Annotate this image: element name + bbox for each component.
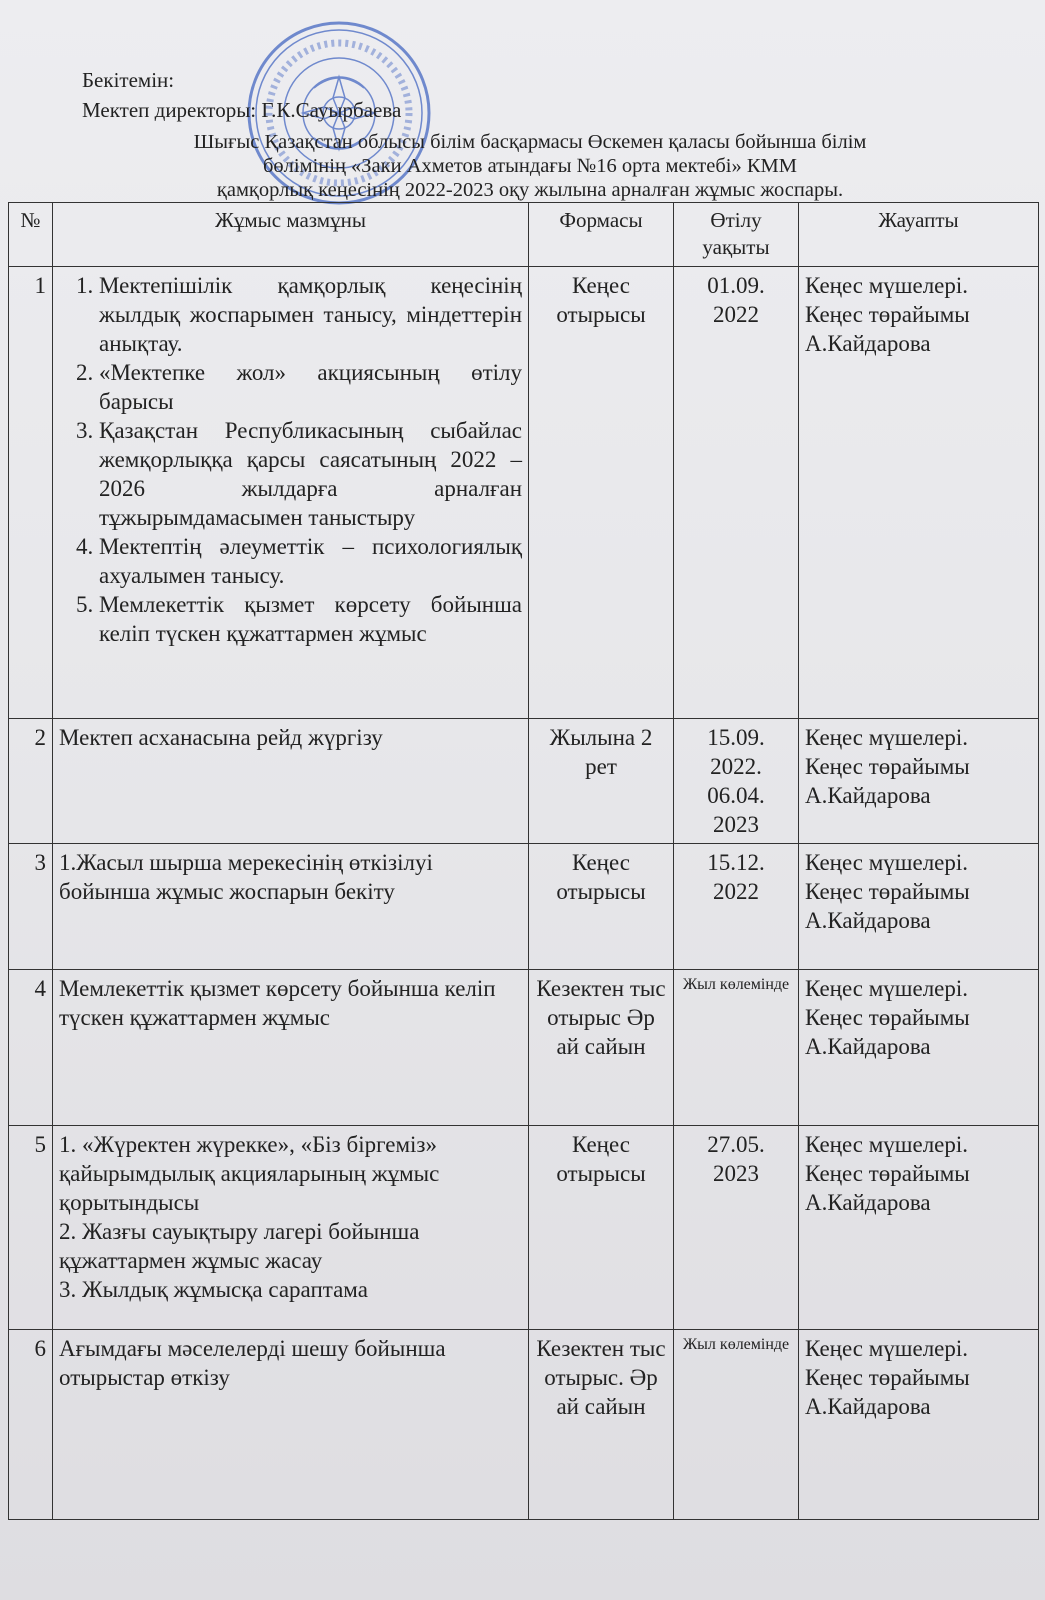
content-item: 4. Мектептің әлеуметтік – психологиялық ахуалымен танысу. [99, 532, 522, 590]
row-date [674, 719, 799, 844]
content-item: 5. Мемлекеттік қызмет көрсету бойынша келіп түскен құжаттармен жұмыс [99, 590, 522, 648]
approval-block [82, 65, 401, 125]
date-line: 15.12. [707, 850, 765, 875]
header-content: Жұмыс мазмұны [53, 203, 529, 267]
responsible-line: Кеңес мүшелері. [805, 725, 969, 750]
document-title [70, 130, 990, 202]
table-row [9, 267, 1039, 719]
row-responsible [799, 844, 1039, 970]
row-responsible [799, 719, 1039, 844]
title-line-3: қамқорлық кеңесінің 2022-2023 оқу жылына арналған жұмыс жоспары. [216, 179, 844, 201]
responsible-line: А.Кайдарова [805, 1190, 931, 1215]
content-item: 3. Қазақстан Республикасының сыбайлас жемқорлыққа қарсы саясатының 2022 – 2026 жылдарға арналған тұжырымдамасымен таныстыру [99, 416, 522, 532]
date-line: Жыл көлемінде [682, 1336, 790, 1353]
responsible-line: Кеңес мүшелері. [805, 1336, 969, 1361]
row-date [674, 267, 799, 719]
row-number: 3 [9, 844, 53, 970]
table-row [9, 844, 1039, 970]
row-form: Кеңес отырысы [529, 844, 674, 970]
responsible-line: Кеңес мүшелері. [805, 976, 969, 1001]
row-form: Кеңес отырысы [529, 1126, 674, 1330]
date-line: 06.04. [707, 783, 765, 808]
content-item: 1. Мектепішілік қамқорлық кеңесінің жылдық жоспарымен танысу, міндеттерін анықтау. [99, 271, 522, 358]
row-responsible [799, 1330, 1039, 1520]
row-responsible [799, 267, 1039, 719]
table-row [9, 719, 1039, 844]
responsible-line: А.Кайдарова [805, 331, 931, 356]
header-form: Формасы [529, 203, 674, 267]
responsible-line: Кеңес мүшелері. [805, 850, 969, 875]
content-line: Мемлекеттік қызмет көрсету бойынша келіп түскен құжаттармен жұмыс [59, 976, 496, 1030]
content-line: 1. «Жүректен жүрекке», «Біз біргеміз» қайырымдылық акцияларының жұмыс қорытындысы [59, 1132, 440, 1215]
date-line: Жыл көлемінде [682, 976, 790, 993]
row-date [674, 1330, 799, 1520]
responsible-line: А.Кайдарова [805, 1394, 931, 1419]
row-date [674, 844, 799, 970]
date-line: 01.09. [707, 273, 765, 298]
row-form: Жылына 2 рет [529, 719, 674, 844]
table-row [9, 1126, 1039, 1330]
row-number: 4 [9, 970, 53, 1126]
date-line: 27.05. [707, 1132, 765, 1157]
content-line: Ағымдағы мәселелерді шешу бойынша отырыстар өткізу [59, 1336, 446, 1390]
responsible-line: А.Кайдарова [805, 908, 931, 933]
content-line: 2. Жазғы сауықтыру лагері бойынша құжаттармен жұмыс жасау [59, 1219, 420, 1273]
content-line: Мектеп асханасына рейд жүргізу [59, 725, 383, 750]
row-number: 1 [9, 267, 53, 719]
header-date: Өтілу уақыты [674, 203, 799, 267]
content-item: 2. «Мектепке жол» акциясының өтілу барысы [99, 358, 522, 416]
responsible-line: Кеңес төрайымы [805, 1161, 970, 1186]
row-responsible [799, 970, 1039, 1126]
row-number: 6 [9, 1330, 53, 1520]
responsible-line: Кеңес төрайымы [805, 879, 970, 904]
row-content [53, 1330, 529, 1520]
title-line-2: бөлімінің «Заки Ахметов атындағы №16 орта мектебі» КММ [263, 155, 797, 177]
row-responsible [799, 1126, 1039, 1330]
row-number: 2 [9, 719, 53, 844]
content-line: 1.Жасыл шырша мерекесінің өткізілуі бойынша жұмыс жоспарын бекіту [59, 850, 433, 904]
row-content [53, 970, 529, 1126]
responsible-line: Кеңес төрайымы [805, 754, 970, 779]
date-line: 15.09. [707, 725, 765, 750]
director-signature-line: Мектеп директоры: Г.К.Сауырбаева [82, 98, 402, 122]
date-line: 2022. [710, 754, 762, 779]
row-content [53, 1126, 529, 1330]
responsible-line: Кеңес төрайымы [805, 1365, 970, 1390]
responsible-line: А.Кайдарова [805, 783, 931, 808]
responsible-line: Кеңес төрайымы [805, 1005, 970, 1030]
responsible-line: Кеңес төрайымы [805, 302, 970, 327]
table-row [9, 970, 1039, 1126]
responsible-line: Кеңес мүшелері. [805, 273, 969, 298]
table-row [9, 1330, 1039, 1520]
approval-label: Бекітемін: [82, 68, 175, 92]
table-header-row [9, 203, 1039, 267]
row-form: Кезектен тыс отырыс. Әр ай сайын [529, 1330, 674, 1520]
content-line: 3. Жылдық жұмысқа сараптама [59, 1277, 368, 1302]
row-number: 5 [9, 1126, 53, 1330]
row-content [53, 267, 529, 719]
work-plan-table [8, 202, 1039, 1520]
date-line: 2022 [713, 302, 759, 327]
row-date [674, 970, 799, 1126]
row-content [53, 844, 529, 970]
responsible-line: Кеңес мүшелері. [805, 1132, 969, 1157]
header-responsible: Жауапты [799, 203, 1039, 267]
row-form: Кеңес отырысы [529, 267, 674, 719]
row-content [53, 719, 529, 844]
row-form: Кезектен тыс отырыс Әр ай сайын [529, 970, 674, 1126]
date-line: 2023 [713, 812, 759, 837]
responsible-line: А.Кайдарова [805, 1034, 931, 1059]
title-line-1: Шығыс Қазақстан облысы білім басқармасы Өскемен қаласы бойынша білім [193, 131, 867, 153]
date-line: 2023 [713, 1161, 759, 1186]
row-date [674, 1126, 799, 1330]
date-line: 2022 [713, 879, 759, 904]
header-number: № [9, 203, 53, 267]
